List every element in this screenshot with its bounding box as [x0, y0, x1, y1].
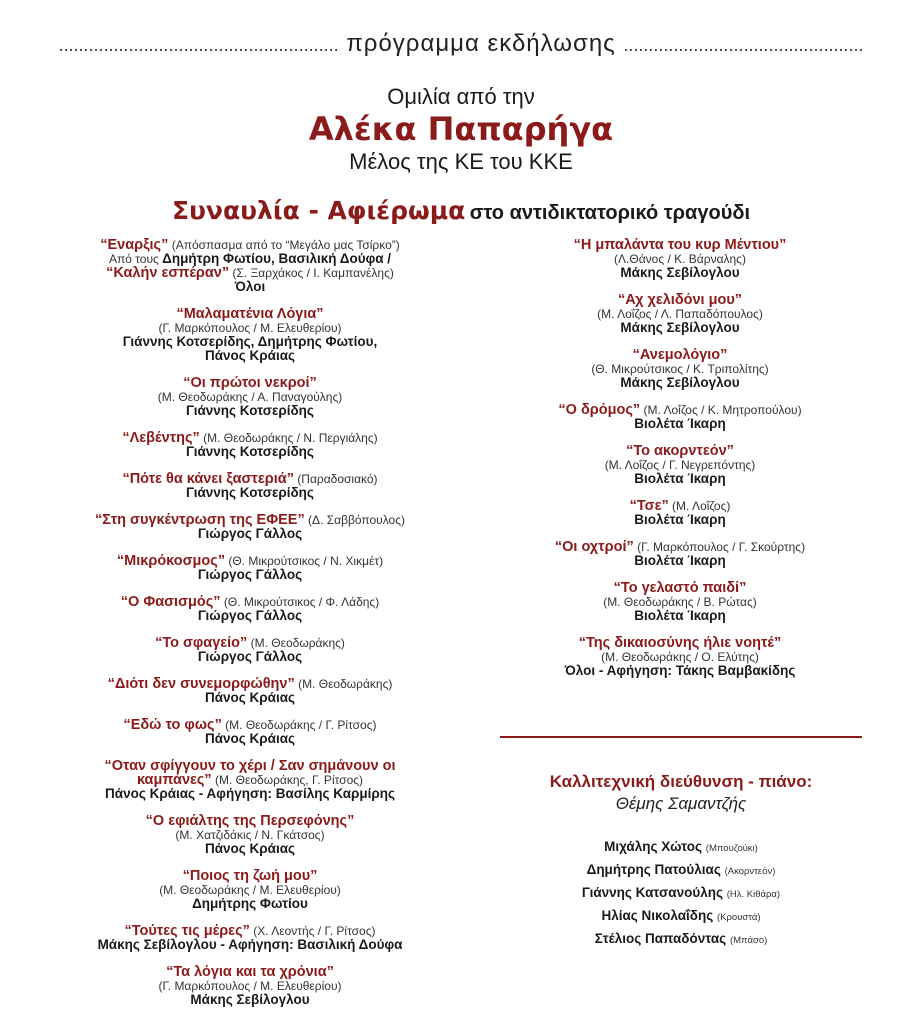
song-credits: (Μ. Θεοδωράκης) — [247, 636, 345, 650]
musician-name: Γιάννης Κατσανούλης — [581, 885, 723, 900]
song-line — [500, 348, 860, 362]
song-entry — [20, 307, 480, 363]
song-line — [500, 513, 860, 527]
director-name: Θέμης Σαμαντζής — [615, 794, 747, 813]
artistic-direction — [500, 772, 862, 814]
song-credits: (Θ. Μικρούτσικος / Ν. Χικμέτ) — [225, 554, 384, 568]
song-line — [20, 335, 480, 349]
song-line — [20, 390, 480, 404]
song-line — [500, 609, 860, 623]
song-line — [20, 842, 480, 856]
song-performers: Γιάννης Κοτσερίδης — [186, 444, 314, 459]
song-performers: Όλοι — [234, 279, 266, 294]
song-title: “Στη συγκέντρωση της ΕΦΕΕ” — [94, 512, 305, 528]
header — [0, 30, 922, 58]
song-title: “Το ακορντεόν” — [626, 443, 734, 459]
song-line — [500, 458, 860, 472]
song-credits: (Θ. Μικρούτσικος / Κ. Τριπολίτης) — [591, 362, 769, 376]
musician-row — [500, 859, 862, 882]
song-credits: (Μ. Θεοδωράκης / Ο. Ελύτης) — [601, 650, 759, 664]
song-title: “Εναρξις” — [100, 237, 169, 253]
speaker-role: Μέλος της ΚΕ του ΚΚΕ — [349, 149, 573, 174]
musician-instrument: (Μπουζούκι) — [705, 843, 758, 854]
song-entry — [20, 238, 480, 294]
song-line — [20, 938, 480, 952]
song-performers: Δημήτρης Φωτίου — [192, 896, 308, 911]
song-entry — [20, 814, 480, 856]
song-performers: Όλοι - Αφήγηση: Τάκης Βαμβακίδης — [564, 663, 796, 678]
song-line — [20, 376, 480, 390]
song-title: “Διότι δεν συνεμορφώθην” — [107, 676, 295, 692]
musician-instrument: (Κρουστά) — [717, 912, 761, 923]
song-title: “Ο δρόμος” — [558, 402, 641, 418]
concert-heading — [0, 196, 922, 225]
song-line — [20, 595, 480, 609]
song-credits: (Μ. Λοΐζος / Κ. Μητροπούλου) — [640, 403, 802, 417]
song-credits: (Παραδοσιακό) — [293, 472, 378, 486]
song-performers: Πάνος Κράιας — [204, 348, 296, 363]
musician-instrument: (Ηλ. Κιθάρα) — [726, 889, 781, 900]
concert-title: Συναυλία - Αφιέρωμα — [171, 196, 466, 225]
song-entry — [500, 540, 860, 568]
song-credits: (Μ. Χατζιδάκις / Ν. Γκάτσος) — [175, 828, 325, 842]
song-entry — [500, 403, 860, 431]
section-divider — [500, 736, 862, 738]
song-line — [500, 636, 860, 650]
song-line — [20, 924, 480, 938]
song-line — [20, 759, 480, 773]
song-credits: (Σ. Ξαρχάκος / Ι. Καμπανέλης) — [229, 266, 394, 280]
song-performers: Γιώργος Γάλλος — [197, 649, 303, 664]
song-performers: Δημήτρη Φωτίου, Βασιλική Δούφα / — [162, 251, 392, 266]
left-song-list — [20, 238, 480, 1007]
song-credits: (Μ. Θεοδωράκης / Μ. Ελευθερίου) — [159, 883, 341, 897]
song-line — [500, 581, 860, 595]
song-performers: Μάκης Σεβίλογλου - Αφήγηση: Βασιλική Δούφα — [97, 937, 403, 952]
song-performers: Βιολέτα Ίκαρη — [634, 512, 726, 527]
song-credits: (Γ. Μαρκόπουλος / Μ. Ελευθερίου) — [158, 979, 342, 993]
song-line — [500, 554, 860, 568]
song-credits: (Χ. Λεοντής / Γ. Ρίτσος) — [249, 924, 376, 938]
song-title: “Μικρόκοσμος” — [116, 553, 226, 569]
song-entry — [20, 595, 480, 623]
song-line — [20, 486, 480, 500]
song-title: “Τσε” — [629, 498, 669, 514]
song-entry — [20, 924, 480, 952]
song-entry — [20, 376, 480, 418]
song-credits: (Θ. Μικρούτσικος / Φ. Λάδης) — [220, 595, 380, 609]
song-credits: Από τους — [108, 252, 163, 266]
song-line — [500, 499, 860, 513]
song-performers: Πάνος Κράιας — [204, 841, 296, 856]
song-line — [20, 404, 480, 418]
song-title: “Ποιος τη ζωή μου” — [182, 868, 318, 884]
musician-instrument: (Μπάσο) — [729, 935, 768, 946]
song-title: “Εδώ το φως” — [123, 717, 222, 733]
song-title: “Οταν σφίγγουν το χέρι / Σαν σημάνουν οι — [104, 758, 396, 774]
song-line — [20, 979, 480, 993]
song-line — [20, 527, 480, 541]
song-entry — [500, 238, 860, 280]
speaker-name: Αλέκα Παπαρήγα — [308, 110, 614, 148]
song-line — [20, 252, 480, 266]
song-entry — [20, 513, 480, 541]
song-performers: Μάκης Σεβίλογλου — [190, 992, 310, 1007]
song-title: “Αχ χελιδόνι μου” — [617, 292, 743, 308]
direction-label: Καλλιτεχνική διεύθυνση - πιάνο: — [549, 772, 813, 791]
song-line — [20, 965, 480, 979]
song-performers: Γιώργος Γάλλος — [197, 567, 303, 582]
song-line — [20, 787, 480, 801]
song-line — [20, 828, 480, 842]
musician-row — [500, 905, 862, 928]
song-line — [500, 472, 860, 486]
song-line — [500, 417, 860, 431]
song-entry — [500, 499, 860, 527]
musician-name: Ηλίας Νικολαΐδης — [601, 908, 714, 923]
song-entry — [20, 677, 480, 705]
song-line — [500, 362, 860, 376]
header-left-dots: ........................................................ — [58, 35, 339, 55]
song-title: “Η μπαλάντα του κυρ Μέντιου” — [573, 237, 787, 253]
right-song-column — [500, 238, 860, 691]
song-line — [20, 650, 480, 664]
song-line — [20, 897, 480, 911]
program-title: πρόγραμμα εκδήλωσης — [346, 30, 616, 57]
song-credits: (Απόσπασμα από το “Μεγάλο μας Τσίρκο”) — [168, 238, 400, 252]
song-entry — [20, 759, 480, 801]
song-credits: (Μ. Θεοδωράκης / Α. Παναγούλης) — [157, 390, 343, 404]
song-title: “Καλήν εσπέραν” — [106, 265, 230, 281]
song-line — [20, 814, 480, 828]
song-line — [500, 403, 860, 417]
song-title: “Ο Φασισμός” — [120, 594, 221, 610]
song-entry — [500, 293, 860, 335]
song-title: “Το γελαστό παιδί” — [613, 580, 747, 596]
song-line — [20, 238, 480, 252]
song-title: “Πότε θα κάνει ξαστεριά” — [122, 471, 294, 487]
song-credits: (Μ. Λοΐζος / Γ. Νεγρεπόντης) — [604, 458, 756, 472]
song-line — [20, 732, 480, 746]
song-entry — [20, 636, 480, 664]
song-line — [20, 718, 480, 732]
song-credits: (Μ. Θεοδωράκης) — [294, 677, 393, 691]
musician-row — [500, 928, 862, 951]
song-line — [20, 280, 480, 294]
song-performers: Πάνος Κράιας — [204, 731, 296, 746]
song-entry — [20, 431, 480, 459]
header-right-dots: ................................................ — [623, 35, 864, 55]
song-performers: Μάκης Σεβίλογλου — [620, 320, 740, 335]
song-line — [20, 869, 480, 883]
song-credits: (Μ. Λοΐζος / Λ. Παπαδόπουλος) — [597, 307, 763, 321]
song-line — [500, 664, 860, 678]
song-line — [20, 773, 480, 787]
song-line — [500, 252, 860, 266]
song-line — [500, 376, 860, 390]
song-line — [500, 293, 860, 307]
song-line — [500, 266, 860, 280]
song-line — [20, 445, 480, 459]
song-performers: Βιολέτα Ίκαρη — [634, 608, 726, 623]
song-performers: Γιώργος Γάλλος — [197, 526, 303, 541]
song-performers: Πάνος Κράιας — [204, 690, 296, 705]
right-song-list — [500, 238, 860, 678]
musician-list — [500, 836, 862, 951]
song-title: “Οι οχτροί” — [554, 539, 634, 555]
song-line — [20, 431, 480, 445]
song-credits: (Μ. Θεοδωράκης, Γ. Ρίτσος) — [211, 773, 364, 787]
song-line — [20, 472, 480, 486]
song-title: “Οι πρώτοι νεκροί” — [183, 375, 317, 391]
song-line — [500, 650, 860, 664]
song-line — [500, 540, 860, 554]
song-line — [20, 568, 480, 582]
song-title: “Τα λόγια και τα χρόνια” — [166, 964, 334, 980]
song-line — [20, 307, 480, 321]
musician-name: Μιχάλης Χώτος — [604, 839, 703, 854]
song-line — [20, 691, 480, 705]
song-entry — [20, 718, 480, 746]
song-line — [500, 444, 860, 458]
song-performers: Βιολέτα Ίκαρη — [634, 471, 726, 486]
song-credits: (Λ.Θάνος / Κ. Βάρναλης) — [614, 252, 746, 266]
song-title: καμπάνες” — [136, 772, 212, 788]
song-entry — [500, 636, 860, 678]
speech-section — [0, 84, 922, 176]
musician-name: Δημήτρης Πατούλιας — [586, 862, 721, 877]
song-line — [500, 321, 860, 335]
song-credits: (Μ. Θεοδωράκης / Ν. Περγιάλης) — [199, 431, 378, 445]
song-title: “Λεβέντης” — [122, 430, 200, 446]
musician-instrument: (Ακορντεόν) — [724, 866, 776, 877]
song-line — [20, 883, 480, 897]
song-performers: Βιολέτα Ίκαρη — [634, 416, 726, 431]
song-entry — [20, 554, 480, 582]
song-line — [500, 307, 860, 321]
song-title: “Το σφαγείο” — [155, 635, 248, 651]
song-performers: Γιάννης Κοτσερίδης, Δημήτρης Φωτίου, — [122, 334, 378, 349]
song-line — [500, 238, 860, 252]
song-title: “Ο εφιάλτης της Περσεφόνης” — [145, 813, 355, 829]
song-line — [20, 636, 480, 650]
song-entry — [20, 965, 480, 1007]
song-entry — [20, 472, 480, 500]
song-entry — [500, 581, 860, 623]
song-performers: Βιολέτα Ίκαρη — [634, 553, 726, 568]
song-performers: Γιάννης Κοτσερίδης — [186, 403, 314, 418]
song-line — [20, 554, 480, 568]
song-credits: (Δ. Σαββόπουλος) — [304, 513, 406, 527]
song-performers: Μάκης Σεβίλογλου — [620, 375, 740, 390]
song-performers: Γιάννης Κοτσερίδης — [186, 485, 314, 500]
musician-name: Στέλιος Παπαδόντας — [594, 931, 727, 946]
song-performers: Μάκης Σεβίλογλου — [620, 265, 740, 280]
musician-row — [500, 882, 862, 905]
song-entry — [500, 444, 860, 486]
song-title: “Της δικαιοσύνης ήλιε νοητέ” — [578, 635, 782, 651]
song-line — [20, 609, 480, 623]
song-credits: (Γ. Μαρκόπουλος / Μ. Ελευθερίου) — [158, 321, 342, 335]
song-entry — [20, 869, 480, 911]
song-line — [20, 266, 480, 280]
song-line — [20, 993, 480, 1007]
song-performers: Πάνος Κράιας - Αφήγηση: Βασίλης Καρμίρης — [105, 786, 395, 801]
song-title: “Τούτες τις μέρες” — [124, 923, 250, 939]
song-credits: (Γ. Μαρκόπουλος / Γ. Σκούρτης) — [633, 540, 806, 554]
song-line — [20, 677, 480, 691]
song-credits: (Μ. Θεοδωράκης / Β. Ρώτας) — [603, 595, 757, 609]
song-line — [20, 321, 480, 335]
song-title: “Ανεμολόγιο” — [632, 347, 728, 363]
song-line — [20, 513, 480, 527]
song-credits: (Μ. Θεοδωράκης / Γ. Ρίτσος) — [221, 718, 377, 732]
speech-intro: Ομιλία από την — [387, 84, 535, 109]
song-credits: (Μ. Λοΐζος) — [668, 499, 731, 513]
song-line — [20, 349, 480, 363]
song-performers: Γιώργος Γάλλος — [197, 608, 303, 623]
musician-row — [500, 836, 862, 859]
song-title: “Μαλαματένια Λόγια” — [176, 306, 324, 322]
song-line — [500, 595, 860, 609]
song-entry — [500, 348, 860, 390]
concert-subtitle: στο αντιδικτατορικό τραγούδι — [469, 202, 751, 224]
